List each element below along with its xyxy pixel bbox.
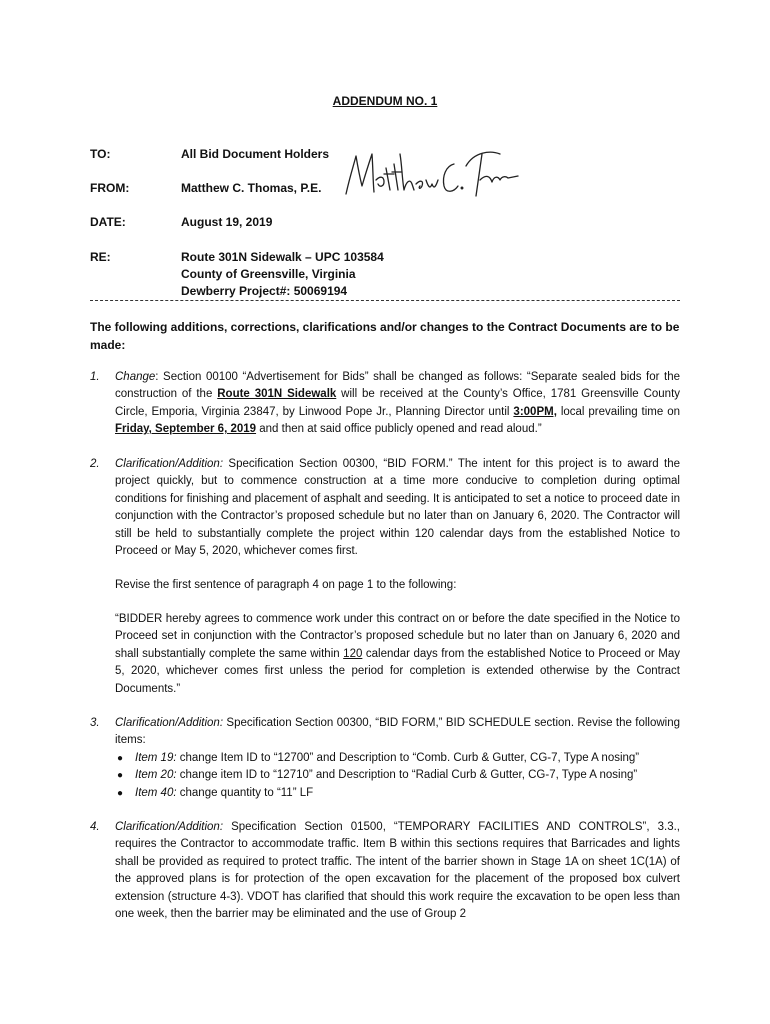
bullet-icon: ● bbox=[117, 770, 124, 782]
item-label: Clarification/Addition: bbox=[115, 821, 224, 833]
item-2: 2. Clarification/Addition: Specification Section 00300, “BID FORM.” The intent for this project is to award the project quickly, but to commence construction at a time more conducive to completion during optimal conditions for finishing and placement of asphalt and seeding. It is anticipated to set a notice to proceed date in conjunction with the Contractor’s proposed schedule but no later than on January 6, 2020. The Contractor will still be held to substantially complete the project within 120 calendar days from the established Notice to Proceed or May 5, 2020, whichever comes first. bbox=[90, 458, 680, 558]
intro-statement: The following additions, corrections, clarifications and/or changes to the Contract Documents are to be made: bbox=[90, 320, 680, 352]
project-name-emphasis: Route 301N Sidewalk bbox=[217, 388, 337, 401]
bullet-icon: ● bbox=[117, 752, 124, 764]
divider-dashed bbox=[90, 300, 680, 301]
list-item: ● Item 19: change Item ID to “12700” and Description to “Comb. Curb & Gutter, CG-7, Type A nosing” bbox=[115, 750, 680, 767]
bid-schedule-changes-list bbox=[115, 750, 680, 802]
item-number: 1. bbox=[90, 371, 100, 383]
re-line-project-number: Dewberry Project#: 50069194 bbox=[181, 284, 348, 298]
handwritten-signature bbox=[340, 146, 520, 204]
to-value: All Bid Document Holders bbox=[181, 147, 330, 161]
list-item: ● Item 20: change item ID to “12710” and Description to “Radial Curb & Gutter, CG-7, Type A nosing” bbox=[115, 767, 680, 784]
revised-paragraph-quote: “BIDDER hereby agrees to commence work under this contract on or before the date specified in the Notice to Proceed set in conjunction with the Contractor’s proposed schedule but no later than on January 6, 2020 and shall substantially complete the same within 120 calendar days from the established Notice to Proceed or May 5, 2020, whichever comes first unless the period for completion is extended otherwise by the Contract Documents.” bbox=[115, 613, 680, 695]
document-title: ADDENDUM NO. 1 bbox=[332, 94, 438, 108]
date-label: DATE: bbox=[90, 215, 126, 229]
date-value: August 19, 2019 bbox=[181, 215, 273, 229]
item-label: Clarification/Addition: bbox=[115, 458, 224, 470]
re-label: RE: bbox=[90, 250, 111, 264]
item-number: 2. bbox=[90, 458, 100, 470]
item-3: 3. Clarification/Addition: Specification Section 00300, “BID FORM,” BID SCHEDULE section. Revise the following items: ● Item 19: change Item ID to “12700” and Description to “Comb. Curb & Gutter, CG-7, Type A nosing” ● Item 20: change item ID to “12710” and Description to “Radial Curb & Gutter, CG-7, Type A nosing” ● Item 40: change quantity to “11” LF bbox=[90, 715, 680, 802]
from-value: Matthew C. Thomas, P.E. bbox=[181, 181, 322, 195]
re-line-county: County of Greensville, Virginia bbox=[181, 267, 356, 281]
re-value bbox=[181, 249, 384, 300]
bullet-icon: ● bbox=[117, 787, 124, 799]
item-number: 3. bbox=[90, 717, 100, 729]
item-1: 1. Change: Section 00100 “Advertisement for Bids” shall be changed as follows: “Separate sealed bids for the construction of the Route 301N Sidewalk will be received at the County’s Office, 1781 Greensville County Circle, Emporia, Virginia 23847, by Linwood Pope Jr., Planning Director until 3:00PM, local prevailing time on Friday, September 6, 2019 and then at said office publicly opened and read aloud.” bbox=[90, 371, 681, 436]
item-label: Clarification/Addition: bbox=[115, 717, 224, 729]
item-label: Change bbox=[115, 371, 156, 383]
bid-date-emphasis: Friday, September 6, 2019 bbox=[115, 423, 257, 436]
bid-time-emphasis: 3:00PM, bbox=[513, 405, 557, 418]
list-item: ● Item 40: change quantity to “11” LF bbox=[115, 785, 680, 802]
item-4: 4. Clarification/Addition: Specification Section 01500, “TEMPORARY FACILITIES AND CONTROLS”, 3.3., requires the Contractor to accommodate traffic. Item B within this sections requires that Barricades and lights shall be provided as required to protect traffic. The intent of the barrier shown in Stage 1A on sheet 1C(1A) of the approved plans is for protection of the open excavation for the placement of the proposed box culvert extension (structure 4-3). VDOT has clarified that should this work require the excavation to be open less than one week, then the barrier may be eliminated and the use of Group 2 bbox=[90, 821, 680, 921]
from-label: FROM: bbox=[90, 181, 130, 195]
item-number: 4. bbox=[90, 821, 100, 833]
revise-instruction: Revise the first sentence of paragraph 4 on page 1 to the following: bbox=[115, 579, 457, 591]
to-label: TO: bbox=[90, 147, 111, 161]
re-line-project: Route 301N Sidewalk – UPC 103584 bbox=[181, 250, 384, 264]
